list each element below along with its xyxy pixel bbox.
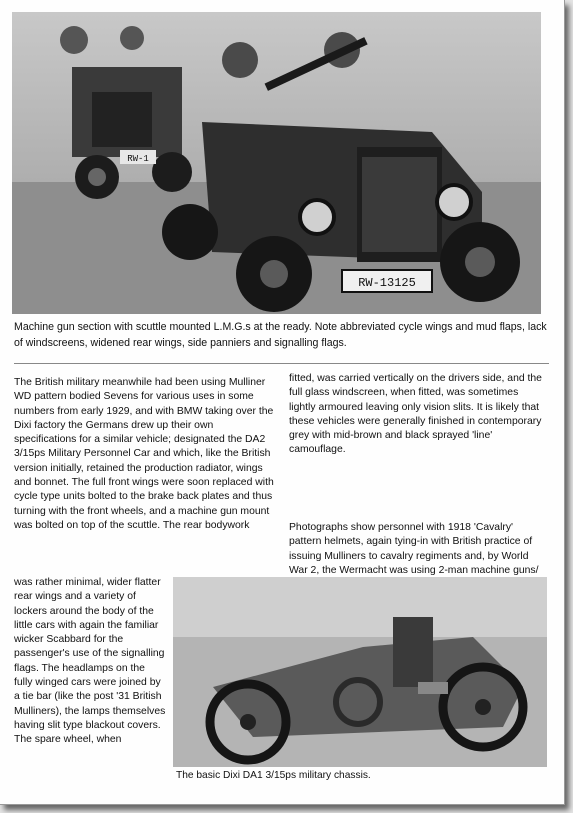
- chassis-illustration: [173, 577, 547, 767]
- rear-number-plate: RW-1: [127, 154, 149, 164]
- body-paragraph: The British military meanwhile had been using Mulliner WD pattern bodied Sevens for various uses in some numbers from early 1929, and with BMW taking over the Dixi factory the Germans drew up their own specifications for a similar vehicle; designated the DA2 3/15ps Military Personnel Car and which, like the British version initially, retained the production radiator, wings and bonnet. The full front wings were soon replaced with cycle type units bolted to the brake back plates and thus turning with the front wheels, and a machine gun mount was bolted on top of the scuttle. The rear bodywork: [14, 377, 274, 531]
- bottom-photo-caption: The basic Dixi DA1 3/15ps military chassis.: [176, 770, 371, 781]
- front-number-plate: RW-13125: [358, 276, 416, 290]
- caption-divider: [14, 363, 549, 364]
- column-2-text: [289, 372, 547, 458]
- column-1-text: [14, 376, 278, 533]
- photo-illustration: [12, 12, 541, 314]
- military-vehicles-photo: [12, 12, 541, 314]
- dixi-chassis-photo: [173, 577, 547, 767]
- body-paragraph: Photographs show personnel with 1918 'Cavalry' pattern helmets, again tying-in with British practice of issuing Mulliners to cavalry regiments and, by World War 2, the Wermacht was using 2-man machine guns/: [289, 522, 539, 576]
- top-photo-caption: Machine gun section with scuttle mounted L.M.G.s at the ready. Note abbreviated cycle wings and mud flaps, lack of windscreens, widened rear wings, side panniers and signalling flags.: [14, 321, 547, 350]
- body-paragraph: was rather minimal, wider flatter rear wings and a variety of lockers around the body of the little cars with again the familiar wicker Scabbard for the passenger's use of the signalling flags. The headlamps on the fully winged cars were joined by a tie bar (like the post '31 British Mulliners), the lamps themselves having slit type blackout covers. The spare wheel, when: [14, 577, 166, 746]
- column-1-narrow-text: [14, 576, 166, 748]
- body-paragraph: fitted, was carried vertically on the drivers side, and the full glass windscreen, when fitted, was sometimes lightly armoured leaving only vision slits. It is likely that these vehicles were generally finished in contemporary grey with mid-brown and black sprayed 'line' camouflage.: [289, 373, 542, 456]
